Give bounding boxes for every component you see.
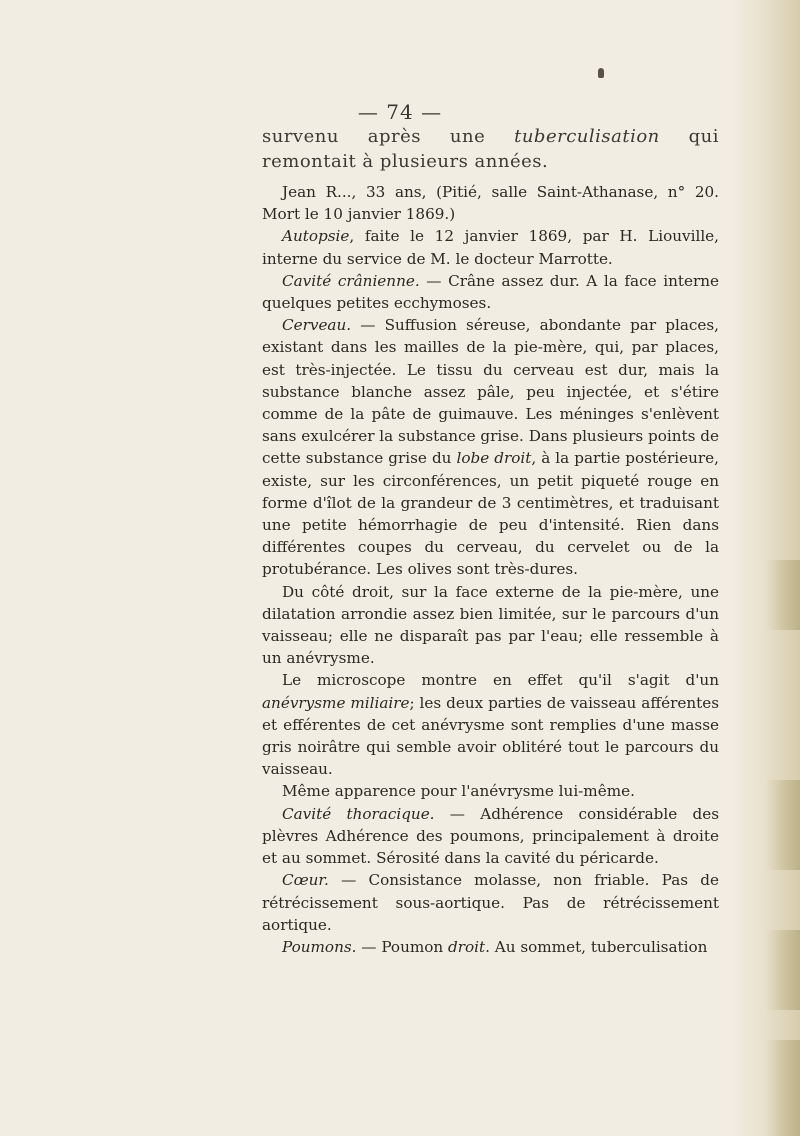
text-run: — Consistance molasse, non friable. Pas de rétrécissement sous-aortique. Pas de rétrécissement aortique. (262, 871, 719, 934)
paragraph-meme-apparence (262, 780, 719, 802)
text-run: — Crâne assez dur. A la face interne quelques petites ecchymoses. (262, 271, 719, 313)
italic-text-run: Cerveau. (282, 316, 352, 335)
text-run: , à la partie postérieure, existe, sur les circonférences, un petit piqueté rouge en forme d'îlot de la grandeur de 3 centimètres, et traduisant une petite hémorrhagie de peu d'intensité. Rien dans différentes coupes du cerveau, du cervelet ou de la protubérance. Les olives sont très-dures. (262, 449, 719, 579)
text-run: Même apparence pour l'anévrysme lui-même. (282, 782, 635, 801)
italic-text-run: Cavité thoracique. (282, 804, 435, 823)
paragraph-microscope (262, 669, 719, 780)
italic-text-run: Poumons. (282, 937, 357, 956)
text-run: qui remontait à plusieurs années. (262, 126, 720, 172)
text-run: . Au sommet, tuberculisation (485, 937, 708, 956)
paragraph-cavite-thoracique (262, 803, 719, 870)
paragraph-cerveau (262, 314, 719, 580)
italic-text-run: Cavité crânienne. (282, 271, 420, 290)
italic-text-run: droit (448, 937, 486, 956)
text-run: survenu après une (262, 126, 515, 147)
paragraph-patient-info (262, 181, 719, 225)
paragraph-cote-droit (262, 581, 719, 670)
ink-mark (598, 68, 604, 78)
text-run: — Adhérence considérable des plèvres Adhérence des poumons, principalement à droite et au sommet. Sérosité dans la cavité du péricarde. (262, 804, 719, 868)
paragraph-autopsie (262, 225, 719, 269)
edge-stain (766, 560, 800, 630)
italic-text-run: Autopsie (282, 227, 350, 246)
edge-stain (766, 780, 800, 870)
italic-text-run: lobe droit (456, 449, 532, 468)
text-run: — Suffusion séreuse, abondante par places, existant dans les mailles de la pie-mère, qui, par places, est très-injectée. Le tissu du cerveau est dur, mais la substance blanche assez pâle, peu injectée, et s'étire comme de la pâte de guimauve. Les méninges s'enlèvent sans exulcérer la substance grise. Dans plusieurs points de cette substance grise du (262, 316, 719, 468)
edge-stain (766, 1040, 800, 1136)
text-run: Jean R..., 33 ans, (Pitié, salle Saint-Athanase, n° 20. Mort le 10 janvier 1869.) (262, 183, 719, 224)
edge-stain (766, 930, 800, 1010)
paragraph-poumons (262, 936, 719, 958)
text-run: Du côté droit, sur la face externe de la pie-mère, une dilatation arrondie assez bien limitée, sur le parcours d'un vaisseau; elle ne disparaît pas par l'eau; elle ressemble à un anévrysme. (262, 582, 719, 668)
page-body (262, 124, 719, 958)
italic-text-run: Cœur. (282, 871, 329, 890)
italic-text-run: tuberculisation (514, 126, 660, 147)
text-run: , faite le 12 janvier 1869, par H. Liouville, interne du service de M. le docteur Marrotte. (262, 227, 719, 268)
paragraph-coeur (262, 869, 719, 936)
text-run: — Poumon (356, 937, 449, 956)
text-run: ; les deux parties de vaisseau afférentes et efférentes de cet anévrysme sont remplies d'une masse gris noirâtre qui semble avoir oblitéré tout le parcours du vaisseau. (262, 693, 720, 779)
paragraph-cavite-cranienne (262, 270, 719, 314)
paragraph-continuation (262, 124, 719, 174)
italic-text-run: anévrysme miliaire (262, 693, 410, 712)
text-run: Le microscope montre en effet qu'il s'agit d'un (282, 671, 719, 690)
page-number: — 74 — (357, 100, 443, 124)
